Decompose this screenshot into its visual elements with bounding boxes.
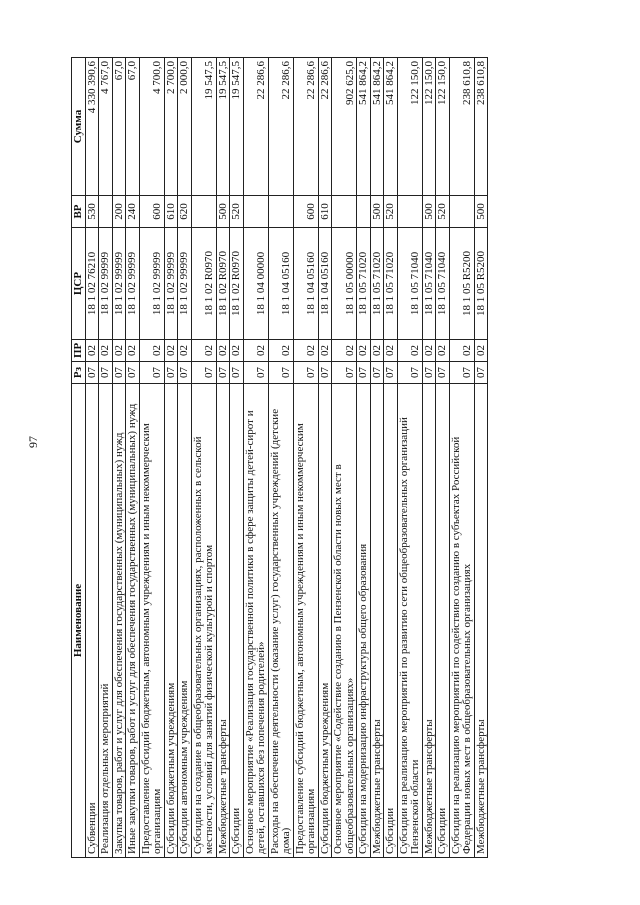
cell-sum: 67,0 [126, 58, 140, 196]
cell-rz: 07 [99, 362, 113, 384]
cell-name: Предоставление субсидий бюджетным, автономным учреждениям и иным некоммерческим организациям [139, 384, 164, 858]
budget-table [71, 57, 488, 858]
cell-vr: 200 [112, 196, 126, 228]
cell-pr: 02 [112, 340, 126, 362]
cell-pr: 02 [126, 340, 140, 362]
header-name: Наименование [72, 384, 86, 858]
cell-vr [243, 196, 268, 228]
table-row [397, 58, 422, 858]
cell-vr: 500 [474, 196, 488, 228]
cell-csr: 18 1 02 76210 [85, 228, 99, 340]
cell-csr: 18 1 05 71020 [370, 228, 384, 340]
cell-name: Субсидии на модернизацию инфраструктуры общего образования [357, 384, 371, 858]
table-row [318, 58, 332, 858]
table-row [216, 58, 230, 858]
cell-sum: 122 150,0 [397, 58, 422, 196]
cell-name: Основное мероприятие «Реализация государственной политики в сфере защиты детей-сирот и детей, оставшихся без попечения родителей» [243, 384, 268, 858]
cell-rz: 07 [230, 362, 244, 384]
table-row [332, 58, 357, 858]
cell-csr: 18 1 04 05160 [318, 228, 332, 340]
cell-name: Субсидии на создание в общеобразовательных организациях, расположенных в сельской местности, условий для занятий физической культурой и спортом [191, 384, 216, 858]
cell-csr: 18 1 04 05160 [268, 228, 293, 340]
header-csr: ЦСР [72, 228, 86, 340]
cell-vr: 610 [318, 196, 332, 228]
table-row [243, 58, 268, 858]
cell-rz: 07 [85, 362, 99, 384]
cell-name: Межбюджетные трансферты [216, 384, 230, 858]
cell-rz: 07 [422, 362, 436, 384]
table-row [370, 58, 384, 858]
cell-pr: 02 [422, 340, 436, 362]
header-vr: ВР [72, 196, 86, 228]
cell-sum: 19 547,5 [230, 58, 244, 196]
table-row [474, 58, 488, 858]
cell-vr [397, 196, 422, 228]
cell-name: Расходы на обеспечение деятельности (оказание услуг) государственных учреждений (детские дома) [268, 384, 293, 858]
cell-pr: 02 [332, 340, 357, 362]
cell-pr: 02 [384, 340, 398, 362]
cell-name: Субсидии [230, 384, 244, 858]
table-row [449, 58, 474, 858]
cell-vr [332, 196, 357, 228]
rotated-table-container [71, 58, 589, 858]
cell-name: Субсидии бюджетным учреждениям [318, 384, 332, 858]
cell-rz: 07 [126, 362, 140, 384]
cell-sum: 19 547,5 [216, 58, 230, 196]
cell-name: Субсидии [436, 384, 450, 858]
cell-pr: 02 [318, 340, 332, 362]
cell-name: Субсидии бюджетным учреждениям [164, 384, 178, 858]
cell-sum: 541 864,2 [370, 58, 384, 196]
cell-pr: 02 [99, 340, 113, 362]
cell-sum: 238 610,8 [474, 58, 488, 196]
cell-vr: 520 [384, 196, 398, 228]
table-row [178, 58, 192, 858]
cell-rz: 07 [384, 362, 398, 384]
table-row [384, 58, 398, 858]
cell-pr: 02 [178, 340, 192, 362]
cell-name: Реализация отдельных мероприятий [99, 384, 113, 858]
cell-name: Субвенции [85, 384, 99, 858]
cell-csr: 18 1 05 71020 [357, 228, 371, 340]
cell-name: Иные закупки товаров, работ и услуг для обеспечения государственных (муниципальных) нужд [126, 384, 140, 858]
cell-pr: 02 [397, 340, 422, 362]
cell-vr: 610 [164, 196, 178, 228]
table-header-row [72, 58, 86, 858]
cell-name: Субсидии на реализацию мероприятий по развитию сети общеобразовательных организаций Пензенской области [397, 384, 422, 858]
cell-csr: 18 1 02 99999 [178, 228, 192, 340]
cell-name: Межбюджетные трансферты [474, 384, 488, 858]
cell-pr: 02 [449, 340, 474, 362]
cell-rz: 07 [139, 362, 164, 384]
cell-pr: 02 [474, 340, 488, 362]
cell-vr: 600 [139, 196, 164, 228]
cell-sum: 541 864,2 [384, 58, 398, 196]
cell-name: Закупка товаров, работ и услуг для обеспечения государственных (муниципальных) нужд [112, 384, 126, 858]
cell-vr: 500 [216, 196, 230, 228]
cell-rz: 07 [318, 362, 332, 384]
table-row [85, 58, 99, 858]
table-row [436, 58, 450, 858]
cell-csr: 18 1 02 99999 [139, 228, 164, 340]
cell-name: Основное мероприятие «Содействие созданию в Пензенской области новых мест в общеобразовательных организациях» [332, 384, 357, 858]
cell-rz: 07 [449, 362, 474, 384]
cell-vr: 520 [230, 196, 244, 228]
cell-csr: 18 1 02 R0970 [230, 228, 244, 340]
cell-csr: 18 1 05 R5200 [474, 228, 488, 340]
header-rz: Рз [72, 362, 86, 384]
table-row [164, 58, 178, 858]
cell-name: Субсидии [384, 384, 398, 858]
cell-vr: 500 [370, 196, 384, 228]
cell-csr: 18 1 04 00000 [243, 228, 268, 340]
cell-rz: 07 [243, 362, 268, 384]
cell-vr: 620 [178, 196, 192, 228]
cell-rz: 07 [216, 362, 230, 384]
cell-pr: 02 [268, 340, 293, 362]
table-row [293, 58, 318, 858]
cell-sum: 22 286,6 [318, 58, 332, 196]
table-row [126, 58, 140, 858]
header-sum: Сумма [72, 58, 86, 196]
cell-pr: 02 [370, 340, 384, 362]
cell-vr: 530 [85, 196, 99, 228]
cell-sum: 4 330 390,6 [85, 58, 99, 196]
cell-rz: 07 [191, 362, 216, 384]
cell-csr: 18 1 05 71040 [397, 228, 422, 340]
cell-rz: 07 [164, 362, 178, 384]
cell-csr: 18 1 02 99999 [99, 228, 113, 340]
page-number: 97 [26, 436, 40, 448]
cell-csr: 18 1 02 R0970 [191, 228, 216, 340]
table-row [99, 58, 113, 858]
cell-rz: 07 [293, 362, 318, 384]
cell-sum: 67,0 [112, 58, 126, 196]
cell-sum: 22 286,6 [243, 58, 268, 196]
cell-pr: 02 [139, 340, 164, 362]
cell-rz: 07 [268, 362, 293, 384]
cell-vr [99, 196, 113, 228]
cell-vr [357, 196, 371, 228]
cell-sum: 122 150,0 [422, 58, 436, 196]
cell-vr [449, 196, 474, 228]
cell-rz: 07 [332, 362, 357, 384]
cell-csr: 18 1 05 R5200 [449, 228, 474, 340]
cell-vr: 500 [422, 196, 436, 228]
cell-csr: 18 1 02 99999 [164, 228, 178, 340]
cell-vr [191, 196, 216, 228]
cell-name: Межбюджетные трансферты [370, 384, 384, 858]
cell-rz: 07 [397, 362, 422, 384]
cell-rz: 07 [474, 362, 488, 384]
cell-rz: 07 [436, 362, 450, 384]
cell-csr: 18 1 05 71020 [384, 228, 398, 340]
cell-csr: 18 1 05 71040 [436, 228, 450, 340]
cell-name: Предоставление субсидий бюджетным, автономным учреждениям и иным некоммерческим организациям [293, 384, 318, 858]
table-row [191, 58, 216, 858]
cell-pr: 02 [85, 340, 99, 362]
cell-pr: 02 [191, 340, 216, 362]
cell-rz: 07 [112, 362, 126, 384]
cell-sum: 19 547,5 [191, 58, 216, 196]
cell-sum: 902 625,0 [332, 58, 357, 196]
cell-pr: 02 [243, 340, 268, 362]
cell-rz: 07 [178, 362, 192, 384]
cell-sum: 4 767,0 [99, 58, 113, 196]
cell-pr: 02 [164, 340, 178, 362]
cell-sum: 22 286,6 [268, 58, 293, 196]
table-body [85, 58, 488, 858]
cell-sum: 2 700,0 [164, 58, 178, 196]
table-row [422, 58, 436, 858]
table-row [268, 58, 293, 858]
cell-sum: 2 000,0 [178, 58, 192, 196]
cell-sum: 122 150,0 [436, 58, 450, 196]
cell-csr: 18 1 02 R0970 [216, 228, 230, 340]
header-pr: ПР [72, 340, 86, 362]
cell-pr: 02 [436, 340, 450, 362]
cell-sum: 238 610,8 [449, 58, 474, 196]
cell-csr: 18 1 02 99999 [126, 228, 140, 340]
cell-csr: 18 1 04 05160 [293, 228, 318, 340]
cell-vr: 240 [126, 196, 140, 228]
cell-sum: 22 286,6 [293, 58, 318, 196]
cell-vr [268, 196, 293, 228]
table-row [112, 58, 126, 858]
cell-rz: 07 [370, 362, 384, 384]
cell-pr: 02 [357, 340, 371, 362]
cell-csr: 18 1 05 71040 [422, 228, 436, 340]
table-row [230, 58, 244, 858]
cell-name: Субсидии на реализацию мероприятий по содействию созданию в субъектах Российской Федерации новых мест в общеобразовательных организациях [449, 384, 474, 858]
cell-name: Межбюджетные трансферты [422, 384, 436, 858]
cell-csr: 18 1 02 99999 [112, 228, 126, 340]
cell-name: Субсидии автономным учреждениям [178, 384, 192, 858]
cell-sum: 541 864,2 [357, 58, 371, 196]
cell-rz: 07 [357, 362, 371, 384]
cell-vr: 600 [293, 196, 318, 228]
cell-pr: 02 [293, 340, 318, 362]
cell-pr: 02 [230, 340, 244, 362]
cell-csr: 18 1 05 00000 [332, 228, 357, 340]
cell-pr: 02 [216, 340, 230, 362]
table-row [357, 58, 371, 858]
table-row [139, 58, 164, 858]
cell-sum: 4 700,0 [139, 58, 164, 196]
cell-vr: 520 [436, 196, 450, 228]
